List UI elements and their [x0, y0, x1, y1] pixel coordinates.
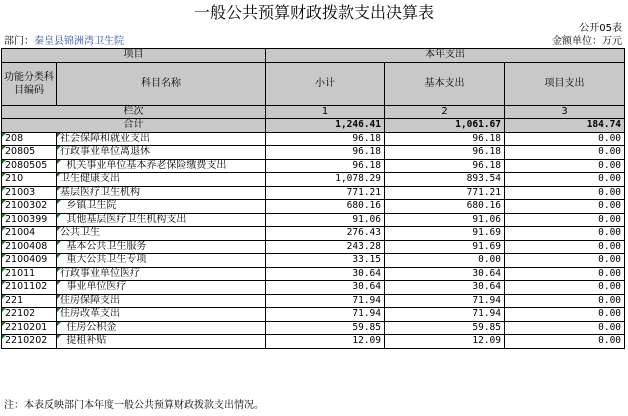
row-basic — [385, 186, 505, 200]
row-subject-name-text: 住房保障支出 — [60, 294, 120, 306]
column-order-1: 1 — [266, 105, 385, 119]
header-project-expenditure: 项目支出 — [505, 62, 625, 105]
row-code — [2, 254, 57, 268]
row-basic — [385, 146, 505, 160]
row-code — [2, 240, 57, 254]
row-subject-name — [57, 186, 266, 200]
row-project — [505, 294, 625, 308]
table-row — [2, 240, 625, 254]
cell-marker-icon — [57, 214, 61, 218]
row-basic-text: 91.69 — [472, 227, 501, 239]
row-basic — [385, 213, 505, 227]
row-project-text: 0.00 — [598, 200, 622, 212]
row-code-text: 21011 — [5, 267, 36, 279]
row-subtotal-text: 91.06 — [352, 213, 381, 225]
total-label: 合计 — [2, 119, 266, 133]
cell-marker-icon — [2, 160, 6, 164]
cell-marker-icon — [57, 268, 61, 272]
row-subtotal-text: 276.43 — [346, 227, 381, 239]
total-row — [2, 119, 625, 133]
table-row — [2, 186, 625, 200]
row-code-text: 2100409 — [5, 254, 48, 266]
row-subtotal-text: 243.28 — [346, 240, 381, 252]
table-row — [2, 321, 625, 335]
row-code — [2, 159, 57, 173]
table-row — [2, 281, 625, 295]
row-subtotal-text: 96.18 — [352, 132, 381, 144]
amount-unit: 金额单位：万元 — [552, 36, 622, 47]
row-project-text: 0.00 — [598, 240, 622, 252]
total-basic: 1,061.67 — [385, 119, 505, 133]
row-subject-name — [57, 240, 266, 254]
header-project: 项目 — [2, 49, 266, 63]
row-subject-name-text: 公共卫生 — [60, 227, 100, 239]
row-project-text: 0.00 — [598, 321, 622, 333]
row-basic-text: 71.94 — [472, 308, 501, 320]
row-subject-name-text: 乡镇卫生院 — [60, 200, 117, 212]
row-subtotal-text: 30.64 — [352, 281, 381, 293]
row-code — [2, 213, 57, 227]
row-subtotal-text: 96.18 — [352, 146, 381, 158]
row-subtotal-text: 771.21 — [346, 186, 381, 198]
row-project-text: 0.00 — [598, 186, 622, 198]
cell-marker-icon — [2, 200, 6, 204]
row-basic-text: 30.64 — [472, 281, 501, 293]
expenditure-table — [1, 48, 625, 349]
table-row — [2, 254, 625, 268]
row-subject-name — [57, 146, 266, 160]
row-subtotal — [266, 200, 385, 214]
row-subject-name — [57, 213, 266, 227]
row-basic — [385, 132, 505, 146]
row-subtotal — [266, 321, 385, 335]
row-subtotal-text: 59.85 — [352, 321, 381, 333]
cell-marker-icon — [57, 200, 61, 204]
row-code — [2, 267, 57, 281]
header-current-year: 本年支出 — [266, 49, 625, 63]
table-row — [2, 267, 625, 281]
row-code — [2, 308, 57, 322]
row-code-text: 2100399 — [5, 213, 48, 225]
cell-marker-icon — [57, 227, 61, 231]
row-subtotal — [266, 281, 385, 295]
table-row — [2, 200, 625, 214]
cell-marker-icon — [57, 254, 61, 258]
cell-marker-icon — [57, 335, 61, 339]
row-project-text: 0.00 — [598, 132, 622, 144]
row-project — [505, 335, 625, 349]
cell-marker-icon — [2, 308, 6, 312]
row-basic-text: 91.69 — [472, 240, 501, 252]
cell-marker-icon — [57, 295, 61, 299]
table-body — [2, 132, 625, 348]
table-row — [2, 132, 625, 146]
header-subtotal: 小计 — [266, 62, 385, 105]
row-basic — [385, 200, 505, 214]
row-code — [2, 186, 57, 200]
page-title: 一般公共预算财政拨款支出决算表 — [193, 3, 434, 22]
row-subject-name — [57, 308, 266, 322]
row-project — [505, 173, 625, 187]
row-project-text: 0.00 — [598, 146, 622, 158]
row-project — [505, 240, 625, 254]
cell-marker-icon — [57, 241, 61, 245]
cell-marker-icon — [2, 254, 6, 258]
header-subject-name: 科目名称 — [57, 62, 266, 105]
row-code — [2, 281, 57, 295]
cell-marker-icon — [2, 241, 6, 245]
column-order-label: 栏次 — [2, 105, 266, 119]
cell-marker-icon — [57, 187, 61, 191]
row-project-text: 0.00 — [598, 213, 622, 225]
row-subject-name — [57, 281, 266, 295]
row-subtotal — [266, 159, 385, 173]
row-project-text: 0.00 — [598, 335, 622, 347]
row-basic-text: 96.18 — [472, 132, 501, 144]
row-subject-name — [57, 254, 266, 268]
header-func-code: 功能分类科目编码 — [2, 62, 57, 105]
row-subject-name — [57, 159, 266, 173]
row-subject-name-text: 基层医疗卫生机构 — [60, 186, 140, 198]
row-project — [505, 254, 625, 268]
row-subtotal-text: 96.18 — [352, 159, 381, 171]
row-code-text: 20805 — [5, 146, 36, 158]
row-project — [505, 281, 625, 295]
row-basic-text: 59.85 — [472, 321, 501, 333]
row-basic-text: 96.18 — [472, 146, 501, 158]
table-row — [2, 294, 625, 308]
cell-marker-icon — [57, 308, 61, 312]
row-basic — [385, 254, 505, 268]
row-basic-text: 0.00 — [478, 254, 501, 266]
row-subtotal — [266, 335, 385, 349]
form-code: 公开05表 — [579, 23, 622, 34]
row-code-text: 2101102 — [5, 281, 48, 293]
cell-marker-icon — [57, 281, 61, 285]
cell-marker-icon — [57, 173, 61, 177]
row-code — [2, 146, 57, 160]
row-basic — [385, 321, 505, 335]
row-project-text: 0.00 — [598, 227, 622, 239]
row-project — [505, 186, 625, 200]
row-basic-text: 771.21 — [466, 186, 501, 198]
cell-marker-icon — [2, 335, 6, 339]
row-subtotal-text: 30.64 — [352, 267, 381, 279]
row-code-text: 22102 — [5, 308, 36, 320]
row-project-text: 0.00 — [598, 267, 622, 279]
row-code-text: 2210202 — [5, 335, 48, 347]
row-code — [2, 200, 57, 214]
row-code — [2, 335, 57, 349]
header-row-1 — [2, 49, 625, 63]
row-subject-name-text: 行政事业单位离退休 — [60, 146, 150, 158]
row-subject-name — [57, 335, 266, 349]
row-subtotal — [266, 240, 385, 254]
row-subject-name — [57, 267, 266, 281]
row-subject-name-text: 行政事业单位医疗 — [60, 267, 140, 279]
row-subject-name — [57, 173, 266, 187]
row-subtotal — [266, 213, 385, 227]
row-project — [505, 267, 625, 281]
cell-marker-icon — [2, 133, 6, 137]
row-subtotal-text: 71.94 — [352, 308, 381, 320]
department-label: 部门： — [4, 36, 34, 47]
row-subtotal-text: 12.09 — [352, 335, 381, 347]
row-subtotal-text: 71.94 — [352, 294, 381, 306]
row-basic — [385, 240, 505, 254]
cell-marker-icon — [2, 227, 6, 231]
row-subject-name — [57, 321, 266, 335]
table-header — [2, 49, 625, 133]
row-basic — [385, 308, 505, 322]
row-basic-text: 71.94 — [472, 294, 501, 306]
row-subject-name-text: 社会保障和就业支出 — [60, 132, 150, 144]
row-project — [505, 308, 625, 322]
cell-marker-icon — [2, 146, 6, 150]
row-code — [2, 321, 57, 335]
row-project-text: 0.00 — [598, 173, 622, 185]
row-basic-text: 893.54 — [466, 173, 501, 185]
row-subject-name — [57, 132, 266, 146]
row-basic — [385, 159, 505, 173]
row-subtotal — [266, 186, 385, 200]
row-subject-name-text: 住房公积金 — [60, 321, 117, 333]
row-code-text: 2210201 — [5, 321, 48, 333]
row-project — [505, 132, 625, 146]
row-basic-text: 96.18 — [472, 159, 501, 171]
row-project-text: 0.00 — [598, 281, 622, 293]
column-order-3: 3 — [505, 105, 625, 119]
row-code-text: 208 — [5, 132, 24, 144]
cell-marker-icon — [57, 146, 61, 150]
row-basic — [385, 227, 505, 241]
row-code-text: 2100408 — [5, 240, 48, 252]
row-subject-name-text: 机关事业单位基本养老保险缴费支出 — [60, 159, 227, 171]
header-basic: 基本支出 — [385, 62, 505, 105]
cell-marker-icon — [2, 295, 6, 299]
row-project — [505, 200, 625, 214]
table-row — [2, 335, 625, 349]
header-row-2 — [2, 62, 625, 105]
cell-marker-icon — [2, 281, 6, 285]
row-project-text: 0.00 — [598, 254, 622, 266]
cell-marker-icon — [57, 160, 61, 164]
row-code-text: 210 — [5, 173, 24, 185]
row-project — [505, 213, 625, 227]
row-code — [2, 173, 57, 187]
row-subtotal — [266, 308, 385, 322]
row-subtotal — [266, 146, 385, 160]
row-code — [2, 294, 57, 308]
table-row — [2, 159, 625, 173]
row-project — [505, 159, 625, 173]
department-name: 秦皇县锦洲湾卫生院 — [34, 36, 124, 47]
table-row — [2, 213, 625, 227]
row-basic-text: 30.64 — [472, 267, 501, 279]
row-subtotal — [266, 294, 385, 308]
row-subject-name-text: 其他基层医疗卫生机构支出 — [60, 213, 187, 225]
row-subtotal — [266, 173, 385, 187]
row-basic — [385, 267, 505, 281]
row-basic-text: 12.09 — [472, 335, 501, 347]
cell-marker-icon — [2, 214, 6, 218]
cell-marker-icon — [57, 133, 61, 137]
row-subtotal-text: 33.15 — [352, 254, 381, 266]
total-project: 184.74 — [505, 119, 625, 133]
row-subtotal — [266, 254, 385, 268]
row-code-text: 2100302 — [5, 200, 48, 212]
row-subtotal — [266, 132, 385, 146]
cell-marker-icon — [57, 322, 61, 326]
table-row — [2, 308, 625, 322]
row-subject-name-text: 基本公共卫生服务 — [60, 240, 147, 252]
row-basic — [385, 294, 505, 308]
total-subtotal: 1,246.41 — [266, 119, 385, 133]
row-project — [505, 227, 625, 241]
cell-marker-icon — [2, 173, 6, 177]
row-code-text: 221 — [5, 294, 24, 306]
row-subject-name — [57, 294, 266, 308]
row-code — [2, 132, 57, 146]
row-subject-name-text: 事业单位医疗 — [60, 281, 127, 293]
row-subject-name — [57, 227, 266, 241]
row-code — [2, 227, 57, 241]
row-basic-text: 680.16 — [466, 200, 501, 212]
row-subject-name — [57, 200, 266, 214]
footnote: 注：本表反映部门本年度一般公共预算财政拨款支出情况。 — [4, 400, 264, 411]
row-code-text: 21003 — [5, 186, 36, 198]
row-code-text: 21004 — [5, 227, 36, 239]
row-subtotal-text: 1,078.29 — [335, 173, 381, 185]
row-project — [505, 146, 625, 160]
cell-marker-icon — [2, 187, 6, 191]
row-subtotal — [266, 227, 385, 241]
row-basic — [385, 281, 505, 295]
row-project — [505, 321, 625, 335]
column-order-row — [2, 105, 625, 119]
row-subject-name-text: 卫生健康支出 — [60, 173, 120, 185]
row-basic — [385, 335, 505, 349]
table-row — [2, 146, 625, 160]
row-project-text: 0.00 — [598, 159, 622, 171]
cell-marker-icon — [2, 322, 6, 326]
row-subtotal-text: 680.16 — [346, 200, 381, 212]
row-basic — [385, 173, 505, 187]
row-subject-name-text: 重大公共卫生专项 — [60, 254, 147, 266]
row-code-text: 2080505 — [5, 159, 48, 171]
cell-marker-icon — [2, 268, 6, 272]
row-subtotal — [266, 267, 385, 281]
row-subject-name-text: 住房改革支出 — [60, 308, 120, 320]
row-subject-name-text: 提租补贴 — [60, 335, 107, 347]
department-line — [4, 36, 124, 48]
table-row — [2, 173, 625, 187]
column-order-2: 2 — [385, 105, 505, 119]
row-project-text: 0.00 — [598, 308, 622, 320]
table-row — [2, 227, 625, 241]
row-project-text: 0.00 — [598, 294, 622, 306]
row-basic-text: 91.06 — [472, 213, 501, 225]
